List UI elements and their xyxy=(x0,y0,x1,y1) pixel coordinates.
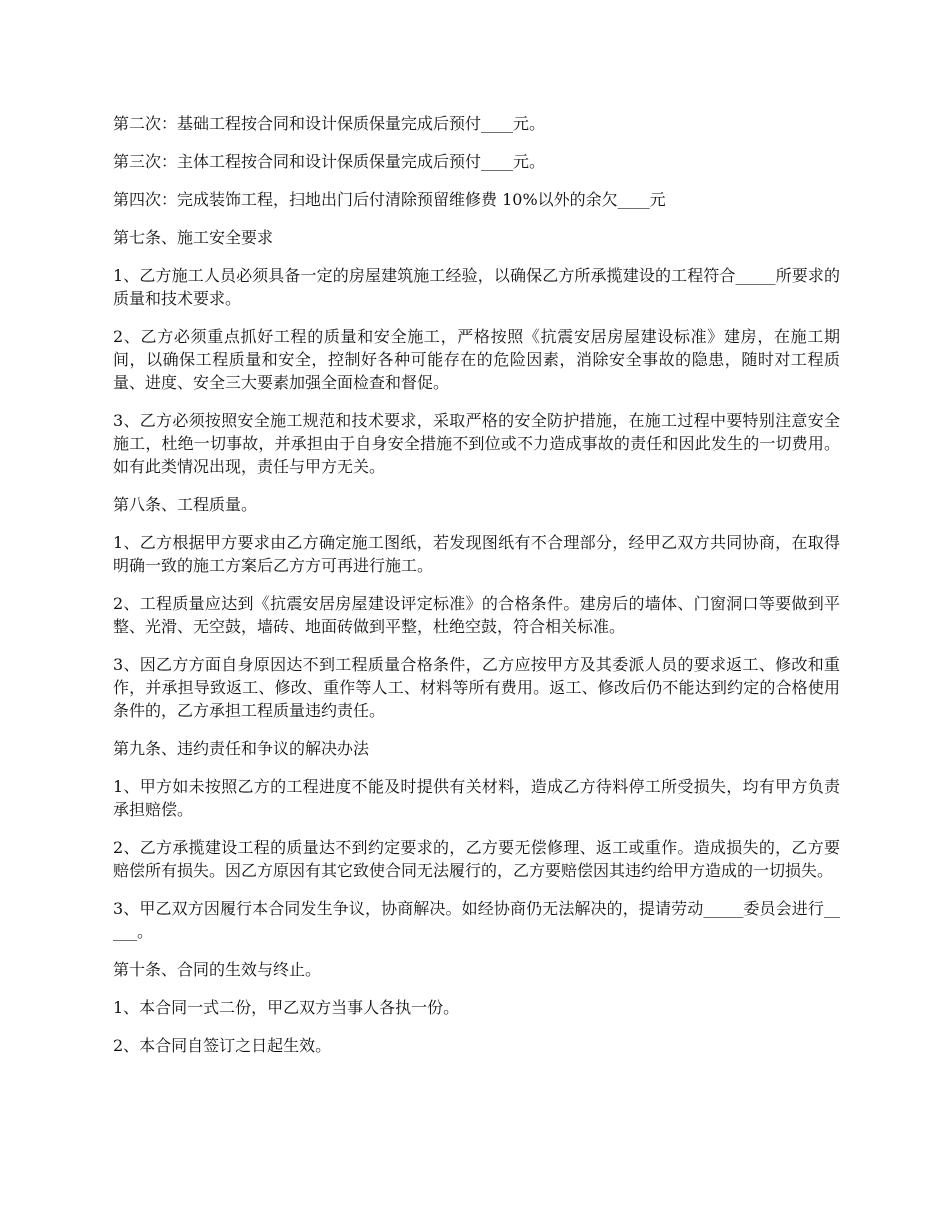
article-10-clause-2: 2、本合同自签订之日起生效。 xyxy=(113,1036,332,1055)
article-9-heading: 第九条、违约责任和争议的解决办法 xyxy=(113,739,370,758)
article-9-clause-1: 1、甲方如未按照乙方的工程进度不能及时提供有关材料，造成乙方待料停工所受损失，均有甲方负责承担赔偿。 xyxy=(113,777,840,819)
article-9-clause-2: 2、乙方承揽建设工程的质量达不到约定要求的，乙方要无偿修理、返工或重作。造成损失的，乙方要赔偿所有损失。因乙方原因有其它致使合同无法履行的，乙方要赔偿因其违约给甲方造成的一切损失。 xyxy=(113,838,840,880)
payment-fourth-installment: 第四次：完成装饰工程，扫地出门后付清除预留维修费 10%以外的余欠____元 xyxy=(113,190,666,209)
article-10-heading: 第十条、合同的生效与终止。 xyxy=(113,960,322,979)
payment-second-installment: 第二次：基础工程按合同和设计保质保量完成后预付____元。 xyxy=(113,114,546,133)
article-7-clause-1: 1、乙方施工人员必须具备一定的房屋建筑施工经验，以确保乙方所承揽建设的工程符合_____所要求的质量和技术要求。 xyxy=(113,266,840,308)
article-7-clause-2: 2、乙方必须重点抓好工程的质量和安全施工，严格按照《抗震安居房屋建设标准》建房，在施工期间，以确保工程质量和安全，控制好各种可能存在的危险因素，消除安全事故的隐患，随时对工程质量、进度、安全三大要素加强全面检查和督促。 xyxy=(113,327,840,392)
article-7-clause-3: 3、乙方必须按照安全施工规范和技术要求，采取严格的安全防护措施，在施工过程中要特别注意安全施工，杜绝一切事故，并承担由于自身安全措施不到位或不力造成事故的责任和因此发生的一切费用。如有此类情况出现，责任与甲方无关。 xyxy=(113,411,840,476)
payment-third-installment: 第三次：主体工程按合同和设计保质保量完成后预付____元。 xyxy=(113,152,546,171)
article-9-clause-3: 3、甲乙双方因履行本合同发生争议，协商解决。如经协商仍无法解决的，提请劳动_____委员会进行_____。 xyxy=(113,899,840,941)
article-8-heading: 第八条、工程质量。 xyxy=(113,495,258,514)
article-8-clause-3: 3、因乙方方面自身原因达不到工程质量合格条件，乙方应按甲方及其委派人员的要求返工、修改和重作，并承担导致返工、修改、重作等人工、材料等所有费用。返工、修改后仍不能达到约定的合格使用条件的，乙方承担工程质量违约责任。 xyxy=(113,655,840,720)
document-body xyxy=(113,112,840,1072)
article-10-clause-1: 1、本合同一式二份，甲乙双方当事人各执一份。 xyxy=(113,998,460,1017)
article-7-heading: 第七条、施工安全要求 xyxy=(113,228,274,247)
article-8-clause-2: 2、工程质量应达到《抗震安居房屋建设评定标准》的合格条件。建房后的墙体、门窗洞口等要做到平整、光滑、无空鼓，墙砖、地面砖做到平整，杜绝空鼓，符合相关标准。 xyxy=(113,594,840,636)
article-8-clause-1: 1、乙方根据甲方要求由乙方确定施工图纸，若发现图纸有不合理部分，经甲乙双方共同协商，在取得明确一致的施工方案后乙方方可再进行施工。 xyxy=(113,533,840,575)
